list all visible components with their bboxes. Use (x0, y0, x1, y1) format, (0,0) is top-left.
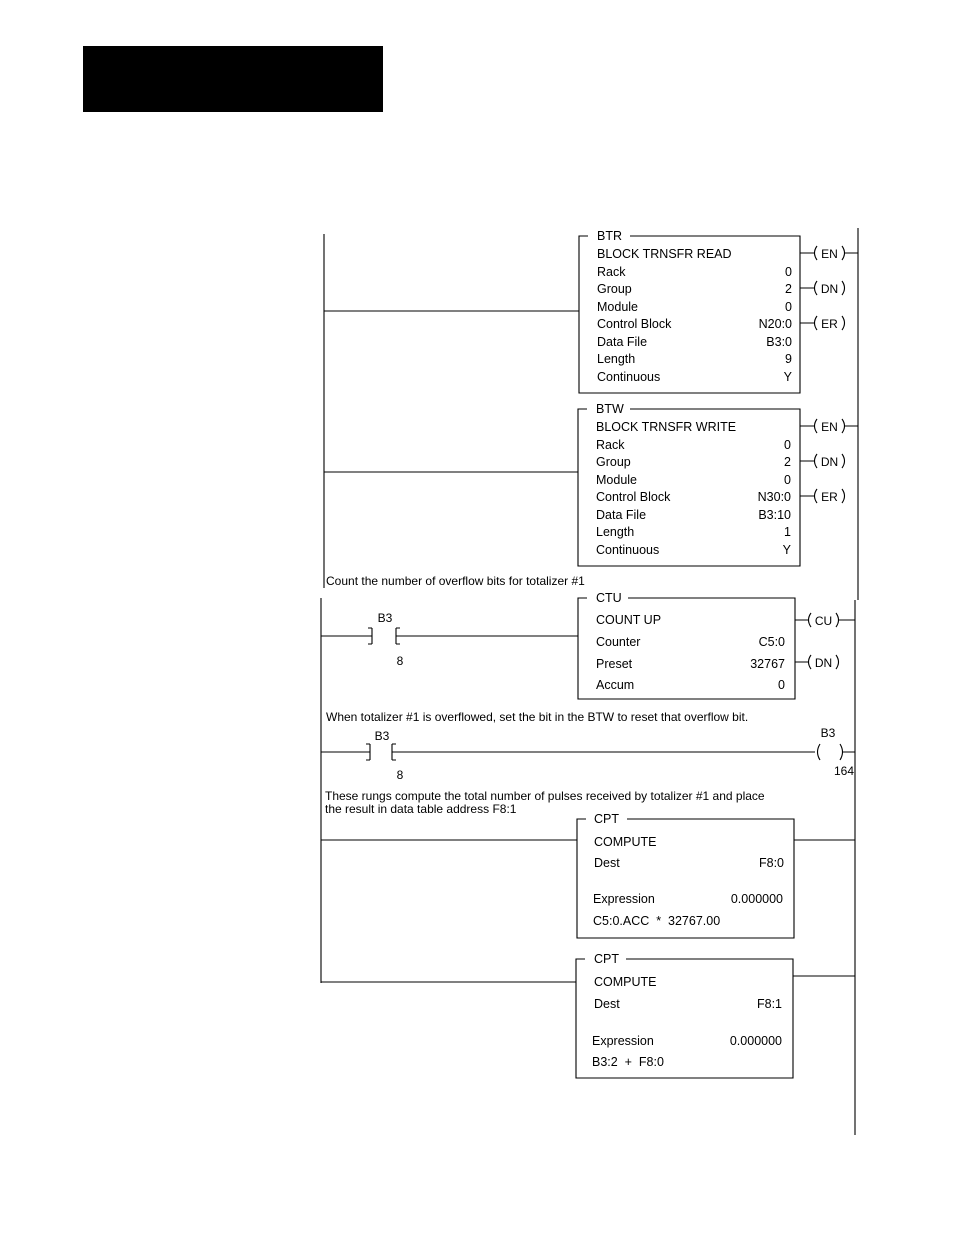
btw-instruction-block (578, 402, 800, 566)
btw-param-value: B3:10 (758, 508, 791, 522)
btr-title: BLOCK TRNSFR READ (597, 247, 732, 261)
ctu-output-dn (795, 655, 839, 670)
ctu-output-cu (795, 613, 855, 628)
btw-output-en (800, 419, 858, 434)
ctu-param-label: Preset (596, 657, 633, 671)
btr-param-value: N20:0 (758, 317, 792, 331)
btr-param-value: Y (783, 370, 792, 384)
btr-param-value: B3:0 (766, 335, 792, 349)
reset-coil-file: B3 (820, 726, 836, 740)
btr-param-value: 9 (785, 352, 792, 366)
btw-output-dn (800, 454, 845, 469)
btw-param-value: 2 (784, 455, 791, 469)
cpt1-expression-value: 0.000000 (730, 892, 783, 906)
btr-param-label: Control Block (597, 317, 672, 331)
cpt1-expression: C5:0.ACC * 32767.00 (593, 914, 721, 928)
cpt1-instruction-block (577, 812, 794, 938)
ctu-contact-bit: 8 (396, 654, 404, 668)
cpt1-dest-value: F8:0 (758, 856, 784, 870)
svg-text:ER: ER (821, 490, 838, 504)
ctu-param-label: Accum (596, 678, 635, 692)
cpt2-expression-label: Expression (592, 1034, 654, 1048)
cpt1-title: COMPUTE (594, 835, 657, 849)
cpt-rung-comment-line2: the result in data table address F8:1 (325, 802, 517, 816)
btw-param-label: Module (596, 473, 637, 487)
cpt1-expression-label: Expression (593, 892, 655, 906)
btr-param-value: 0 (785, 265, 792, 279)
btw-param-label: Continuous (596, 543, 660, 557)
cpt2-dest-value: F8:1 (756, 997, 782, 1011)
btr-param-label: Data File (597, 335, 648, 349)
btw-param-value: 0 (784, 473, 791, 487)
svg-text:DN: DN (820, 455, 839, 469)
ctu-param-value: C5:0 (758, 635, 785, 649)
reset-contact-bit: 8 (396, 768, 404, 782)
btw-param-label: Rack (596, 438, 625, 452)
ctu-examine-contact (321, 611, 578, 668)
cpt2-title: COMPUTE (594, 975, 657, 989)
btr-param-label: Length (597, 352, 636, 366)
cpt1-type: CPT (594, 812, 619, 826)
reset-contact-file: B3 (374, 729, 390, 743)
cpt1-dest-label: Dest (594, 856, 620, 870)
reset-output-coil (818, 726, 856, 778)
btw-output-er (800, 489, 845, 504)
cpt-rung-comment-line1: These rungs compute the total number of pulses received by totalizer #1 and place (325, 789, 765, 803)
btw-param-value: Y (782, 543, 791, 557)
btw-param-value: 0 (784, 438, 791, 452)
btr-param-label: Rack (597, 265, 626, 279)
btr-output-er (800, 316, 845, 331)
btr-output-dn (800, 281, 845, 296)
btr-type: BTR (597, 229, 622, 243)
ctu-type: CTU (596, 591, 622, 605)
svg-text:DN: DN (814, 656, 833, 670)
btr-param-value: 2 (785, 282, 792, 296)
btw-type: BTW (596, 402, 624, 416)
ctu-instruction-block (578, 591, 795, 699)
btw-param-label: Length (596, 525, 635, 539)
ctu-title: COUNT UP (596, 613, 662, 627)
ctu-param-value: 32767 (750, 657, 785, 671)
cpt2-dest-label: Dest (594, 997, 620, 1011)
btw-param-label: Control Block (596, 490, 671, 504)
cpt2-type: CPT (594, 952, 619, 966)
svg-text:CU: CU (814, 614, 833, 628)
reset-rung-comment: When totalizer #1 is overflowed, set the bit in the BTW to reset that overflow bit. (326, 710, 749, 724)
ctu-param-label: Counter (596, 635, 641, 649)
btr-instruction-block (579, 229, 800, 393)
btr-param-label: Group (597, 282, 632, 296)
btr-output-en (800, 246, 858, 261)
ctu-rung-comment: Count the number of overflow bits for totalizer #1 (326, 574, 585, 588)
btw-param-label: Group (596, 455, 631, 469)
btr-param-label: Continuous (597, 370, 661, 384)
btr-param-value: 0 (785, 300, 792, 314)
ctu-param-value: 0 (778, 678, 785, 692)
reset-coil-bit: 164 (833, 764, 855, 778)
cpt2-expression-value: 0.000000 (729, 1034, 782, 1048)
svg-text:EN: EN (821, 247, 838, 261)
ctu-contact-file: B3 (377, 611, 393, 625)
btr-param-label: Module (597, 300, 638, 314)
reset-examine-contact (321, 729, 815, 782)
btw-param-label: Data File (596, 508, 647, 522)
cpt2-expression: B3:2 + F8:0 (592, 1055, 664, 1069)
svg-text:DN: DN (820, 282, 839, 296)
svg-text:ER: ER (821, 317, 838, 331)
btw-title: BLOCK TRNSFR WRITE (596, 420, 737, 434)
cpt2-instruction-block (576, 952, 793, 1078)
svg-text:EN: EN (821, 420, 838, 434)
btw-param-value: N30:0 (757, 490, 791, 504)
btw-param-value: 1 (784, 525, 791, 539)
